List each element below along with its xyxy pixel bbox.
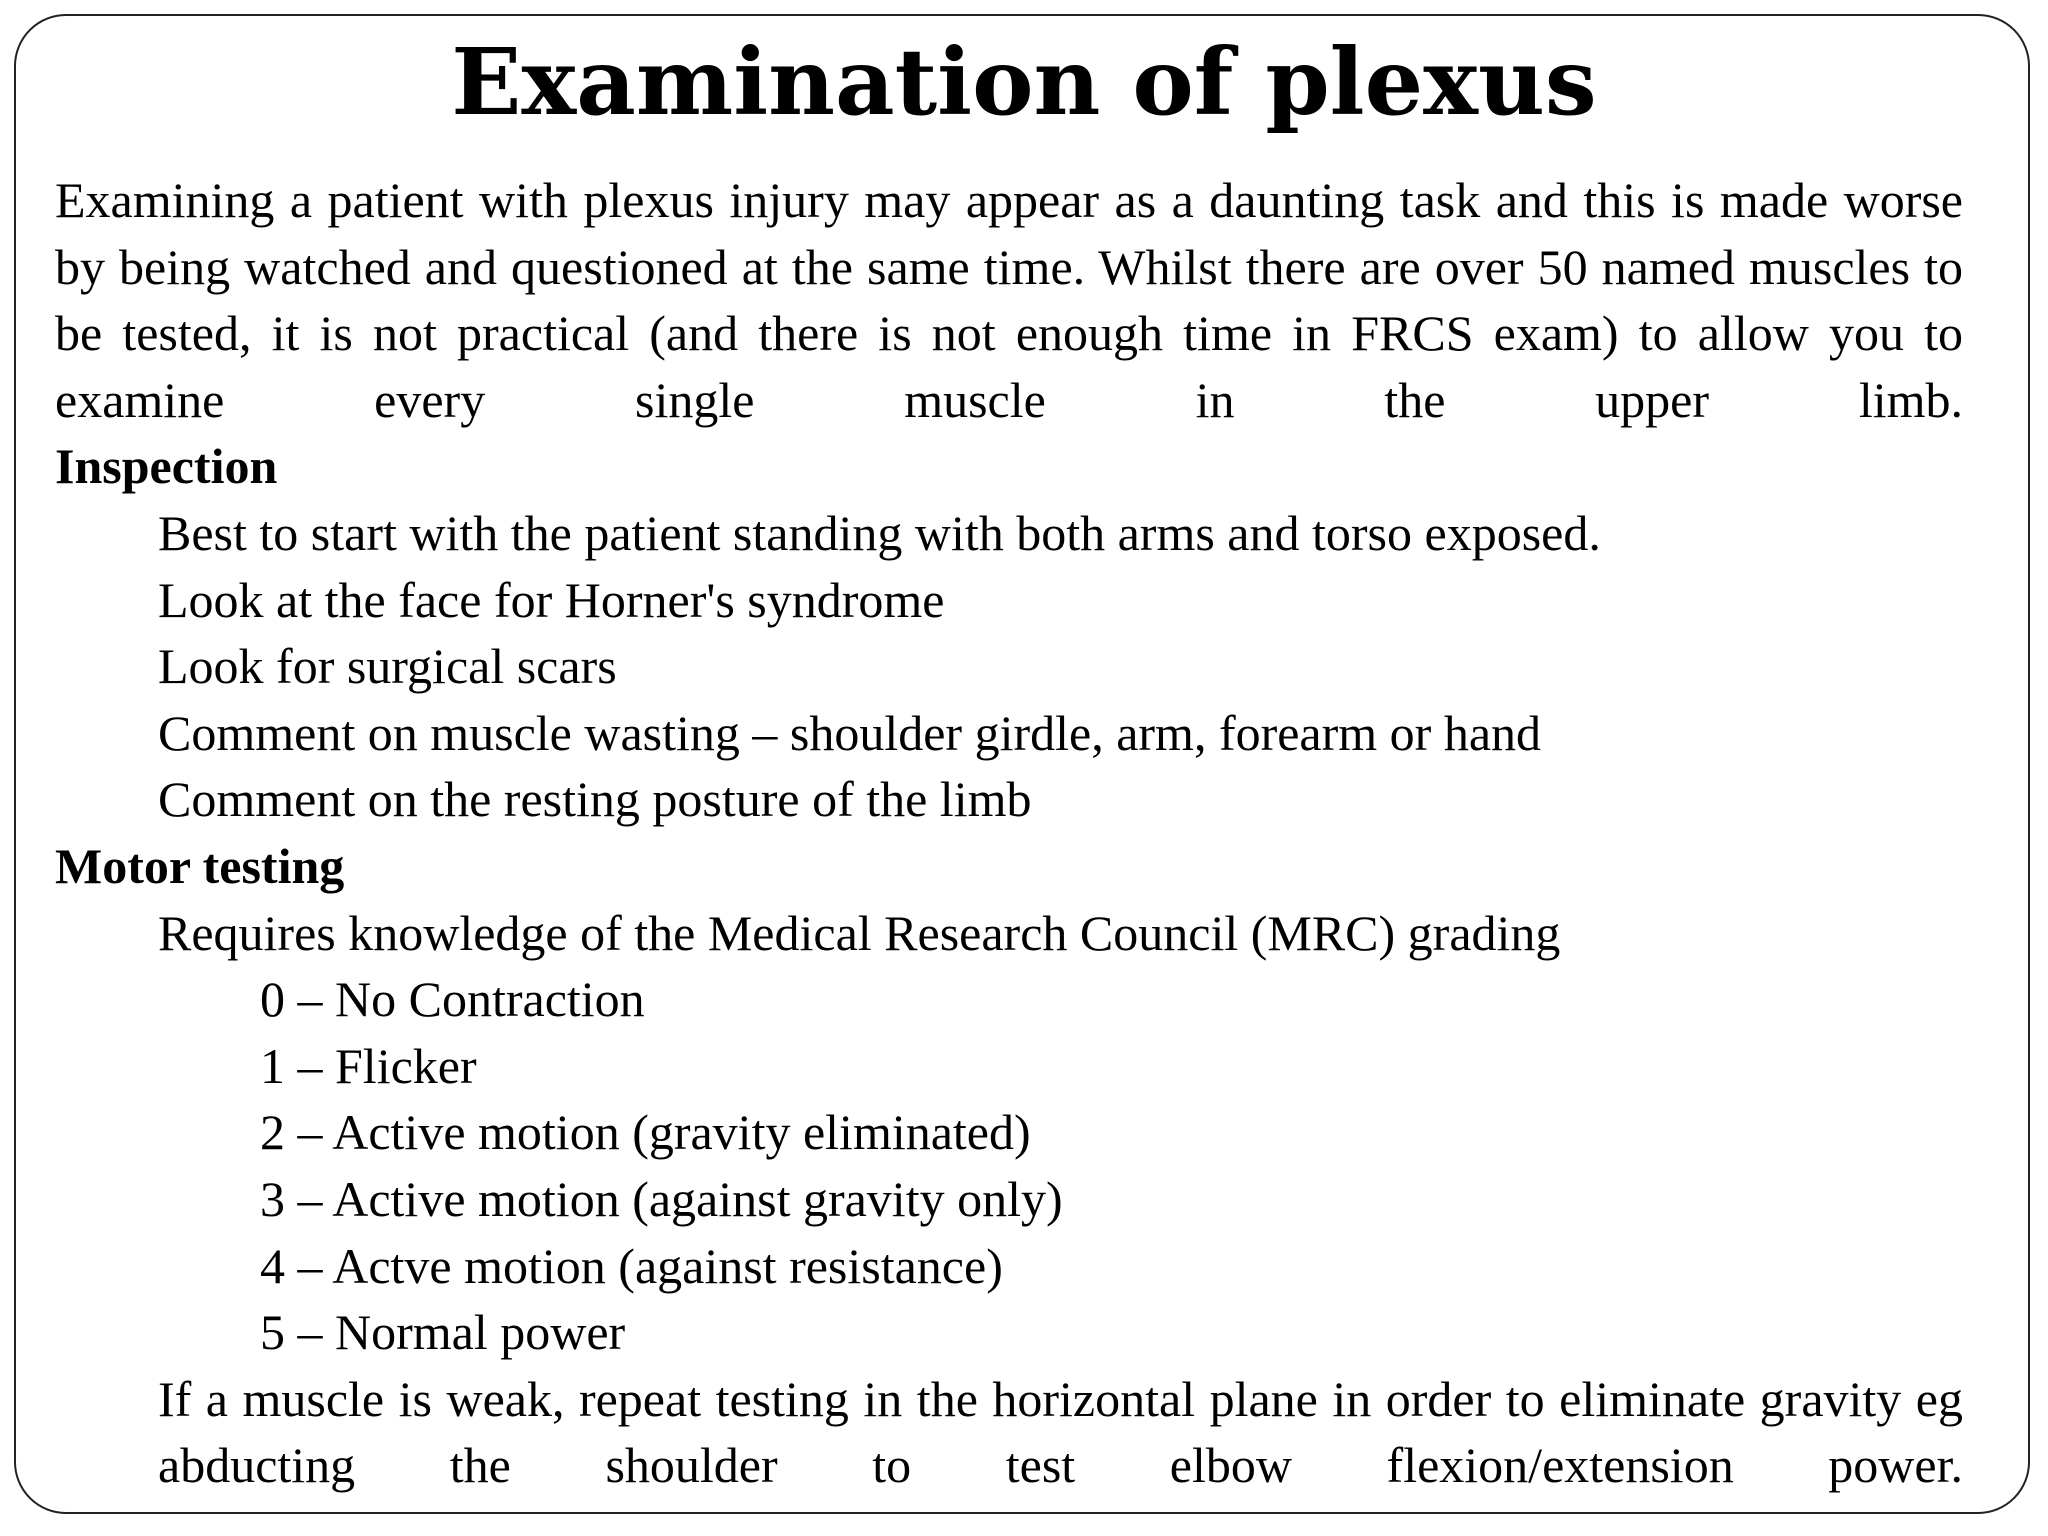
inspection-item: Comment on the resting posture of the limb bbox=[158, 771, 1032, 828]
motor-testing-heading: Motor testing bbox=[55, 837, 345, 894]
mrc-grade-item: 3 – Active motion (against gravity only) bbox=[260, 1170, 1063, 1227]
mrc-grade-item: 2 – Active motion (gravity eliminated) bbox=[260, 1104, 1031, 1161]
motor-testing-intro: Requires knowledge of the Medical Research Council (MRC) grading bbox=[158, 904, 1561, 961]
inspection-item: Look at the face for Horner's syndrome bbox=[158, 571, 945, 628]
inspection-item: Look for surgical scars bbox=[158, 638, 617, 695]
mrc-grade-item: 0 – No Contraction bbox=[260, 971, 645, 1028]
inspection-item: Best to start with the patient standing with both arms and torso exposed. bbox=[158, 504, 1601, 561]
slide-content bbox=[55, 167, 1963, 1499]
inspection-item: Comment on muscle wasting – shoulder girdle, arm, forearm or hand bbox=[158, 704, 1542, 761]
intro-paragraph: Examining a patient with plexus injury may appear as a daunting task and this is made worse by being watched and questioned at the same time. Whilst there are over 50 named muscles to be tested, it is not practical (and there is not enough time in FRCS exam) to allow you to examine every single muscle in the upper limb. bbox=[55, 172, 1963, 428]
motor-testing-closing: If a muscle is weak, repeat testing in the horizontal plane in order to eliminate gravity eg abducting the shoulder to test elbow flexion/extension power. bbox=[158, 1370, 1963, 1494]
mrc-grade-item: 5 – Normal power bbox=[260, 1304, 626, 1361]
mrc-grade-item: 1 – Flicker bbox=[260, 1037, 477, 1094]
mrc-grade-item: 4 – Actve motion (against resistance) bbox=[260, 1237, 1003, 1294]
slide-title: Examination of plexus bbox=[451, 28, 1597, 136]
inspection-heading: Inspection bbox=[55, 438, 278, 495]
